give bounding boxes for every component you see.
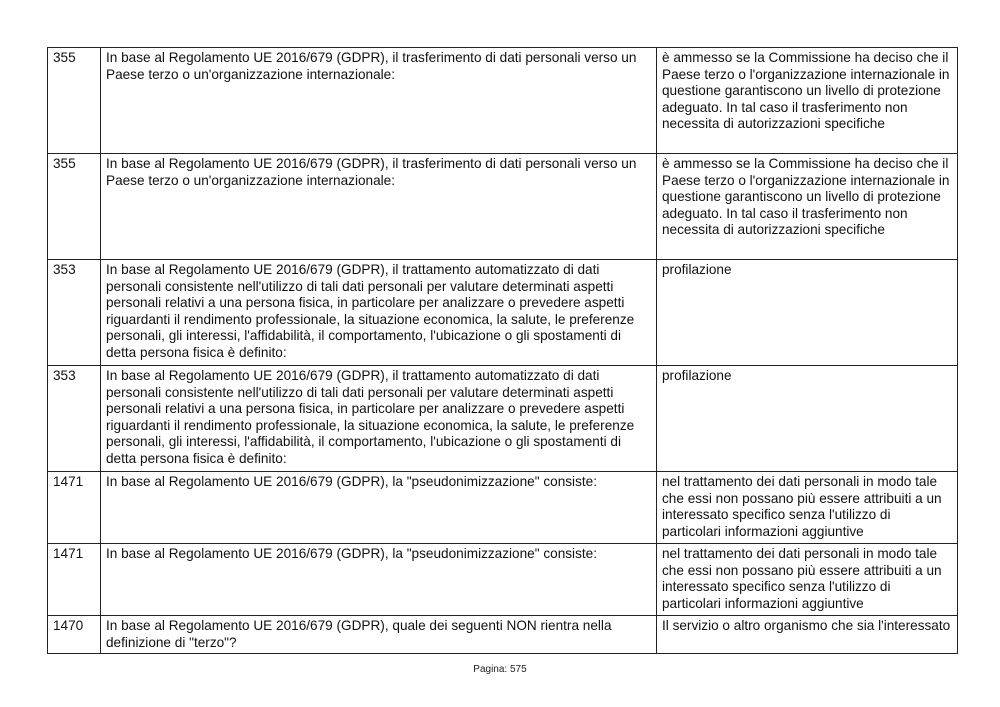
question-number: 1471: [48, 472, 101, 544]
question-number: 1470: [48, 616, 101, 654]
question-number: 353: [48, 260, 101, 366]
question-text: In base al Regolamento UE 2016/679 (GDPR), il trasferimento di dati personali verso un Paese terzo o un'organizzazione internazionale:: [101, 48, 657, 154]
table-row: [48, 616, 958, 654]
answer-text: nel trattamento dei dati personali in modo tale che essi non possano più essere attribuiti a un interessato specifico senza l'utilizzo di particolari informazioni aggiuntive: [657, 544, 958, 616]
question-text: In base al Regolamento UE 2016/679 (GDPR), la "pseudonimizzazione" consiste:: [101, 544, 657, 616]
answer-text: nel trattamento dei dati personali in modo tale che essi non possano più essere attribuiti a un interessato specifico senza l'utilizzo di particolari informazioni aggiuntive: [657, 472, 958, 544]
table-row: [48, 154, 958, 260]
table-row: [48, 366, 958, 472]
table-row: [48, 472, 958, 544]
question-number: 353: [48, 366, 101, 472]
answer-text: profilazione: [657, 366, 958, 472]
question-text: In base al Regolamento UE 2016/679 (GDPR), il trattamento automatizzato di dati personali consistente nell'utilizzo di tali dati personali per valutare determinati aspetti personali relativi a una persona fisica, in particolare per analizzare o prevedere aspetti riguardanti il rendimento professionale, la situazione economica, la salute, le preferenze personali, gli interessi, l'affidabilità, il comportamento, l'ubicazione o gli spostamenti di detta persona fisica è definito:: [101, 366, 657, 472]
table-row: [48, 260, 958, 366]
answer-text: è ammesso se la Commissione ha deciso che il Paese terzo o l'organizzazione internazionale in questione garantiscono un livello di protezione adeguato. In tal caso il trasferimento non necessita di autorizzazioni specifiche: [657, 154, 958, 260]
table-row: [48, 48, 958, 154]
question-text: In base al Regolamento UE 2016/679 (GDPR), quale dei seguenti NON rientra nella definizione di "terzo"?: [101, 616, 657, 654]
answer-text: profilazione: [657, 260, 958, 366]
question-number: 355: [48, 48, 101, 154]
question-number: 355: [48, 154, 101, 260]
question-text: In base al Regolamento UE 2016/679 (GDPR), la "pseudonimizzazione" consiste:: [101, 472, 657, 544]
answer-text: Il servizio o altro organismo che sia l'interessato: [657, 616, 958, 654]
questions-table: [47, 47, 958, 654]
page-number: Pagina: 575: [473, 664, 527, 675]
question-text: In base al Regolamento UE 2016/679 (GDPR), il trattamento automatizzato di dati personali consistente nell'utilizzo di tali dati personali per valutare determinati aspetti personali relativi a una persona fisica, in particolare per analizzare o prevedere aspetti riguardanti il rendimento professionale, la situazione economica, la salute, le preferenze personali, gli interessi, l'affidabilità, il comportamento, l'ubicazione o gli spostamenti di detta persona fisica è definito:: [101, 260, 657, 366]
table-row: [48, 544, 958, 616]
answer-text: è ammesso se la Commissione ha deciso che il Paese terzo o l'organizzazione internazionale in questione garantiscono un livello di protezione adeguato. In tal caso il trasferimento non necessita di autorizzazioni specifiche: [657, 48, 958, 154]
question-number: 1471: [48, 544, 101, 616]
question-text: In base al Regolamento UE 2016/679 (GDPR), il trasferimento di dati personali verso un Paese terzo o un'organizzazione internazionale:: [101, 154, 657, 260]
